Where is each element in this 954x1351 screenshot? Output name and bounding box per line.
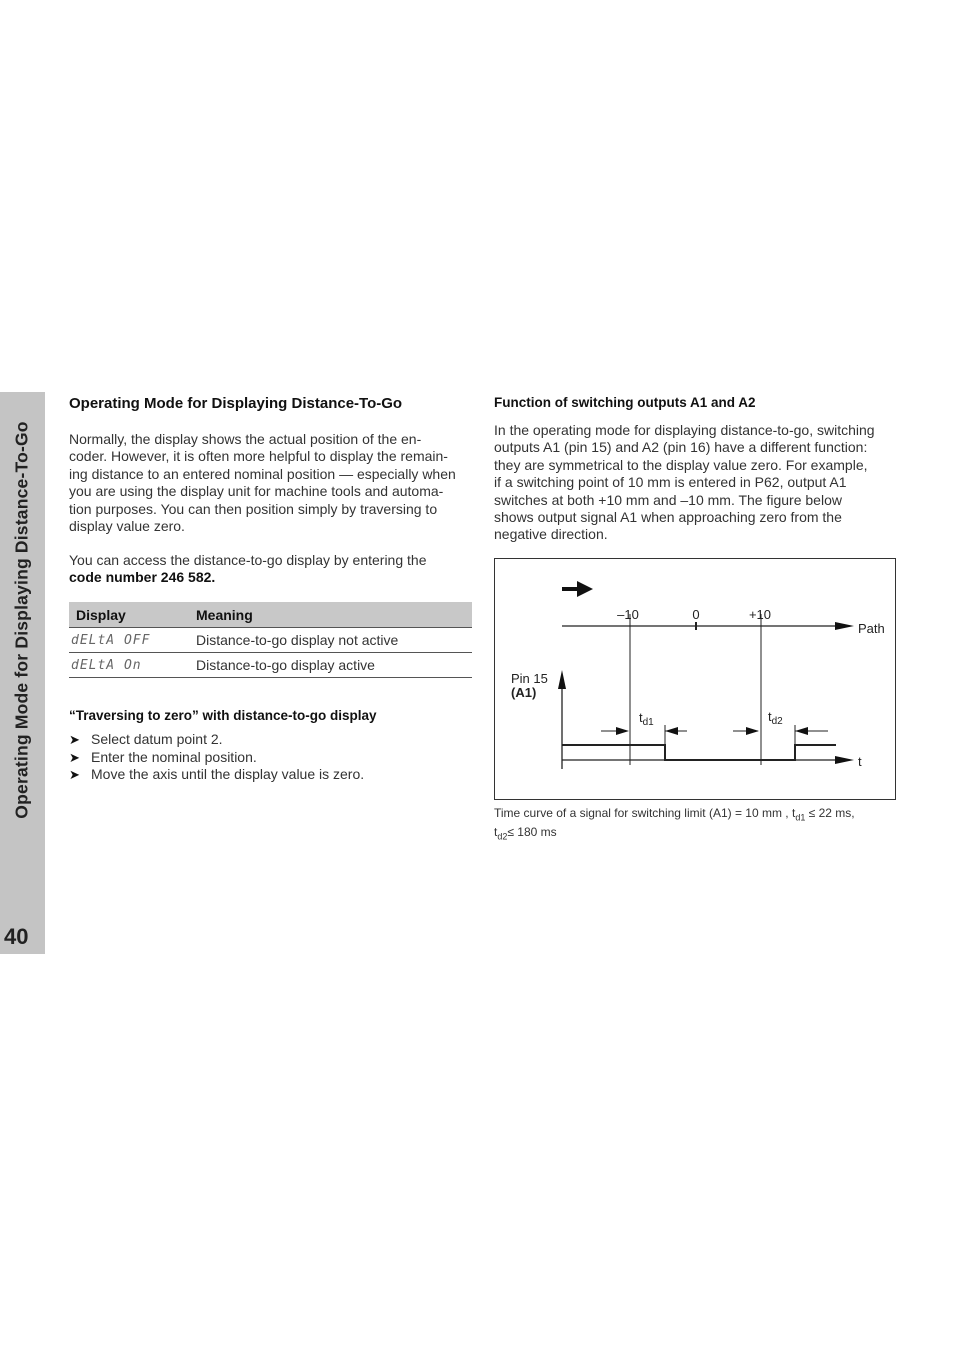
text-line: You can access the distance-to-go display by entering the: [69, 552, 427, 568]
a1-label: (A1): [511, 685, 537, 700]
tick-label-plus10: +10: [748, 607, 772, 622]
code-number: code number 246 582.: [69, 569, 216, 586]
step-text: Select datum point 2.: [91, 731, 223, 747]
text-line: ing distance to an entered nominal position — especially when: [69, 465, 456, 482]
path-axis-arrowhead: [835, 622, 854, 630]
signal-axis-arrowhead: [558, 670, 566, 689]
text-line: outputs A1 (pin 15) and A2 (pin 16) have a different function:: [494, 439, 868, 456]
td2-label: $t_{d2}$: [768, 709, 783, 727]
subheading: “Traversing to zero” with distance-to-go display: [69, 708, 377, 723]
signal-trace: [562, 745, 836, 760]
meaning-text: Distance-to-go display active: [189, 653, 472, 678]
switching-paragraph: [494, 422, 875, 544]
table-header-display: Display: [69, 602, 189, 628]
direction-arrow-icon: [562, 581, 593, 597]
list-item: [69, 749, 364, 767]
table-row: [69, 653, 472, 678]
segment-display-text: dELtA OFF: [69, 628, 189, 653]
meaning-text: Distance-to-go display not active: [189, 628, 472, 653]
arrow-bullet-icon: ➤: [69, 749, 80, 765]
step-text: Move the axis until the display value is zero.: [91, 766, 365, 782]
text-line: shows output signal A1 when approaching zero from the: [494, 509, 842, 526]
display-meaning-table: [69, 602, 472, 678]
figure-caption: Time curve of a signal for switching limit (A1) = 10 mm , $t_{d1} \le 22$ ms, $t_{d2}\le 180$ ms: [494, 806, 855, 842]
signal-timing-figure: [494, 558, 896, 800]
text-line: negative direction.: [494, 526, 608, 543]
tick-label-zero: 0: [692, 607, 700, 622]
arrow-bullet-icon: ➤: [69, 767, 80, 782]
td1-dimension: [601, 725, 687, 745]
text-line: Normally, the display shows the actual position of the en-: [69, 431, 422, 447]
text-line: In the operating mode for displaying distance-to-go, switching: [494, 422, 875, 438]
intro-paragraph: [69, 431, 456, 535]
arrow-bullet-icon: ➤: [69, 732, 80, 747]
text-line: switches at both +10 mm and –10 mm. The figure below: [494, 491, 842, 508]
right-heading: Function of switching outputs A1 and A2: [494, 395, 756, 410]
pin-label: Pin 15: [511, 671, 548, 686]
text-line: display value zero.: [69, 518, 185, 535]
page-number: 40: [4, 924, 29, 949]
sidebar-title: Operating Mode for Displaying Distance-To-Go: [11, 421, 32, 819]
td2-dimension: [733, 725, 828, 745]
table-header-meaning: Meaning: [189, 602, 472, 628]
segment-display-text: dELtA On: [69, 653, 189, 678]
time-axis-arrowhead: [835, 756, 854, 764]
text-line: they are symmetrical to the display value zero. For example,: [494, 456, 868, 473]
steps-list: [69, 731, 364, 784]
path-label: Path: [858, 621, 885, 636]
text-line: coder. However, it is often more helpful to display the remain-: [69, 448, 448, 465]
step-text: Enter the nominal position.: [91, 748, 257, 765]
table-row: [69, 628, 472, 653]
list-item: [69, 766, 364, 784]
text-line: you are using the display unit for machine tools and automa-: [69, 483, 444, 500]
td1-label: $t_{d1}$: [639, 710, 654, 728]
time-label: t: [858, 754, 862, 769]
text-line: if a switching point of 10 mm is entered in P62, output A1: [494, 474, 847, 491]
section-heading: Operating Mode for Displaying Distance-To-Go: [69, 395, 403, 412]
text-line: tion purposes. You can then position simply by traversing to: [69, 500, 438, 517]
access-paragraph: [69, 552, 427, 587]
list-item: [69, 731, 364, 749]
tick-label-minus10: –10: [617, 607, 639, 622]
